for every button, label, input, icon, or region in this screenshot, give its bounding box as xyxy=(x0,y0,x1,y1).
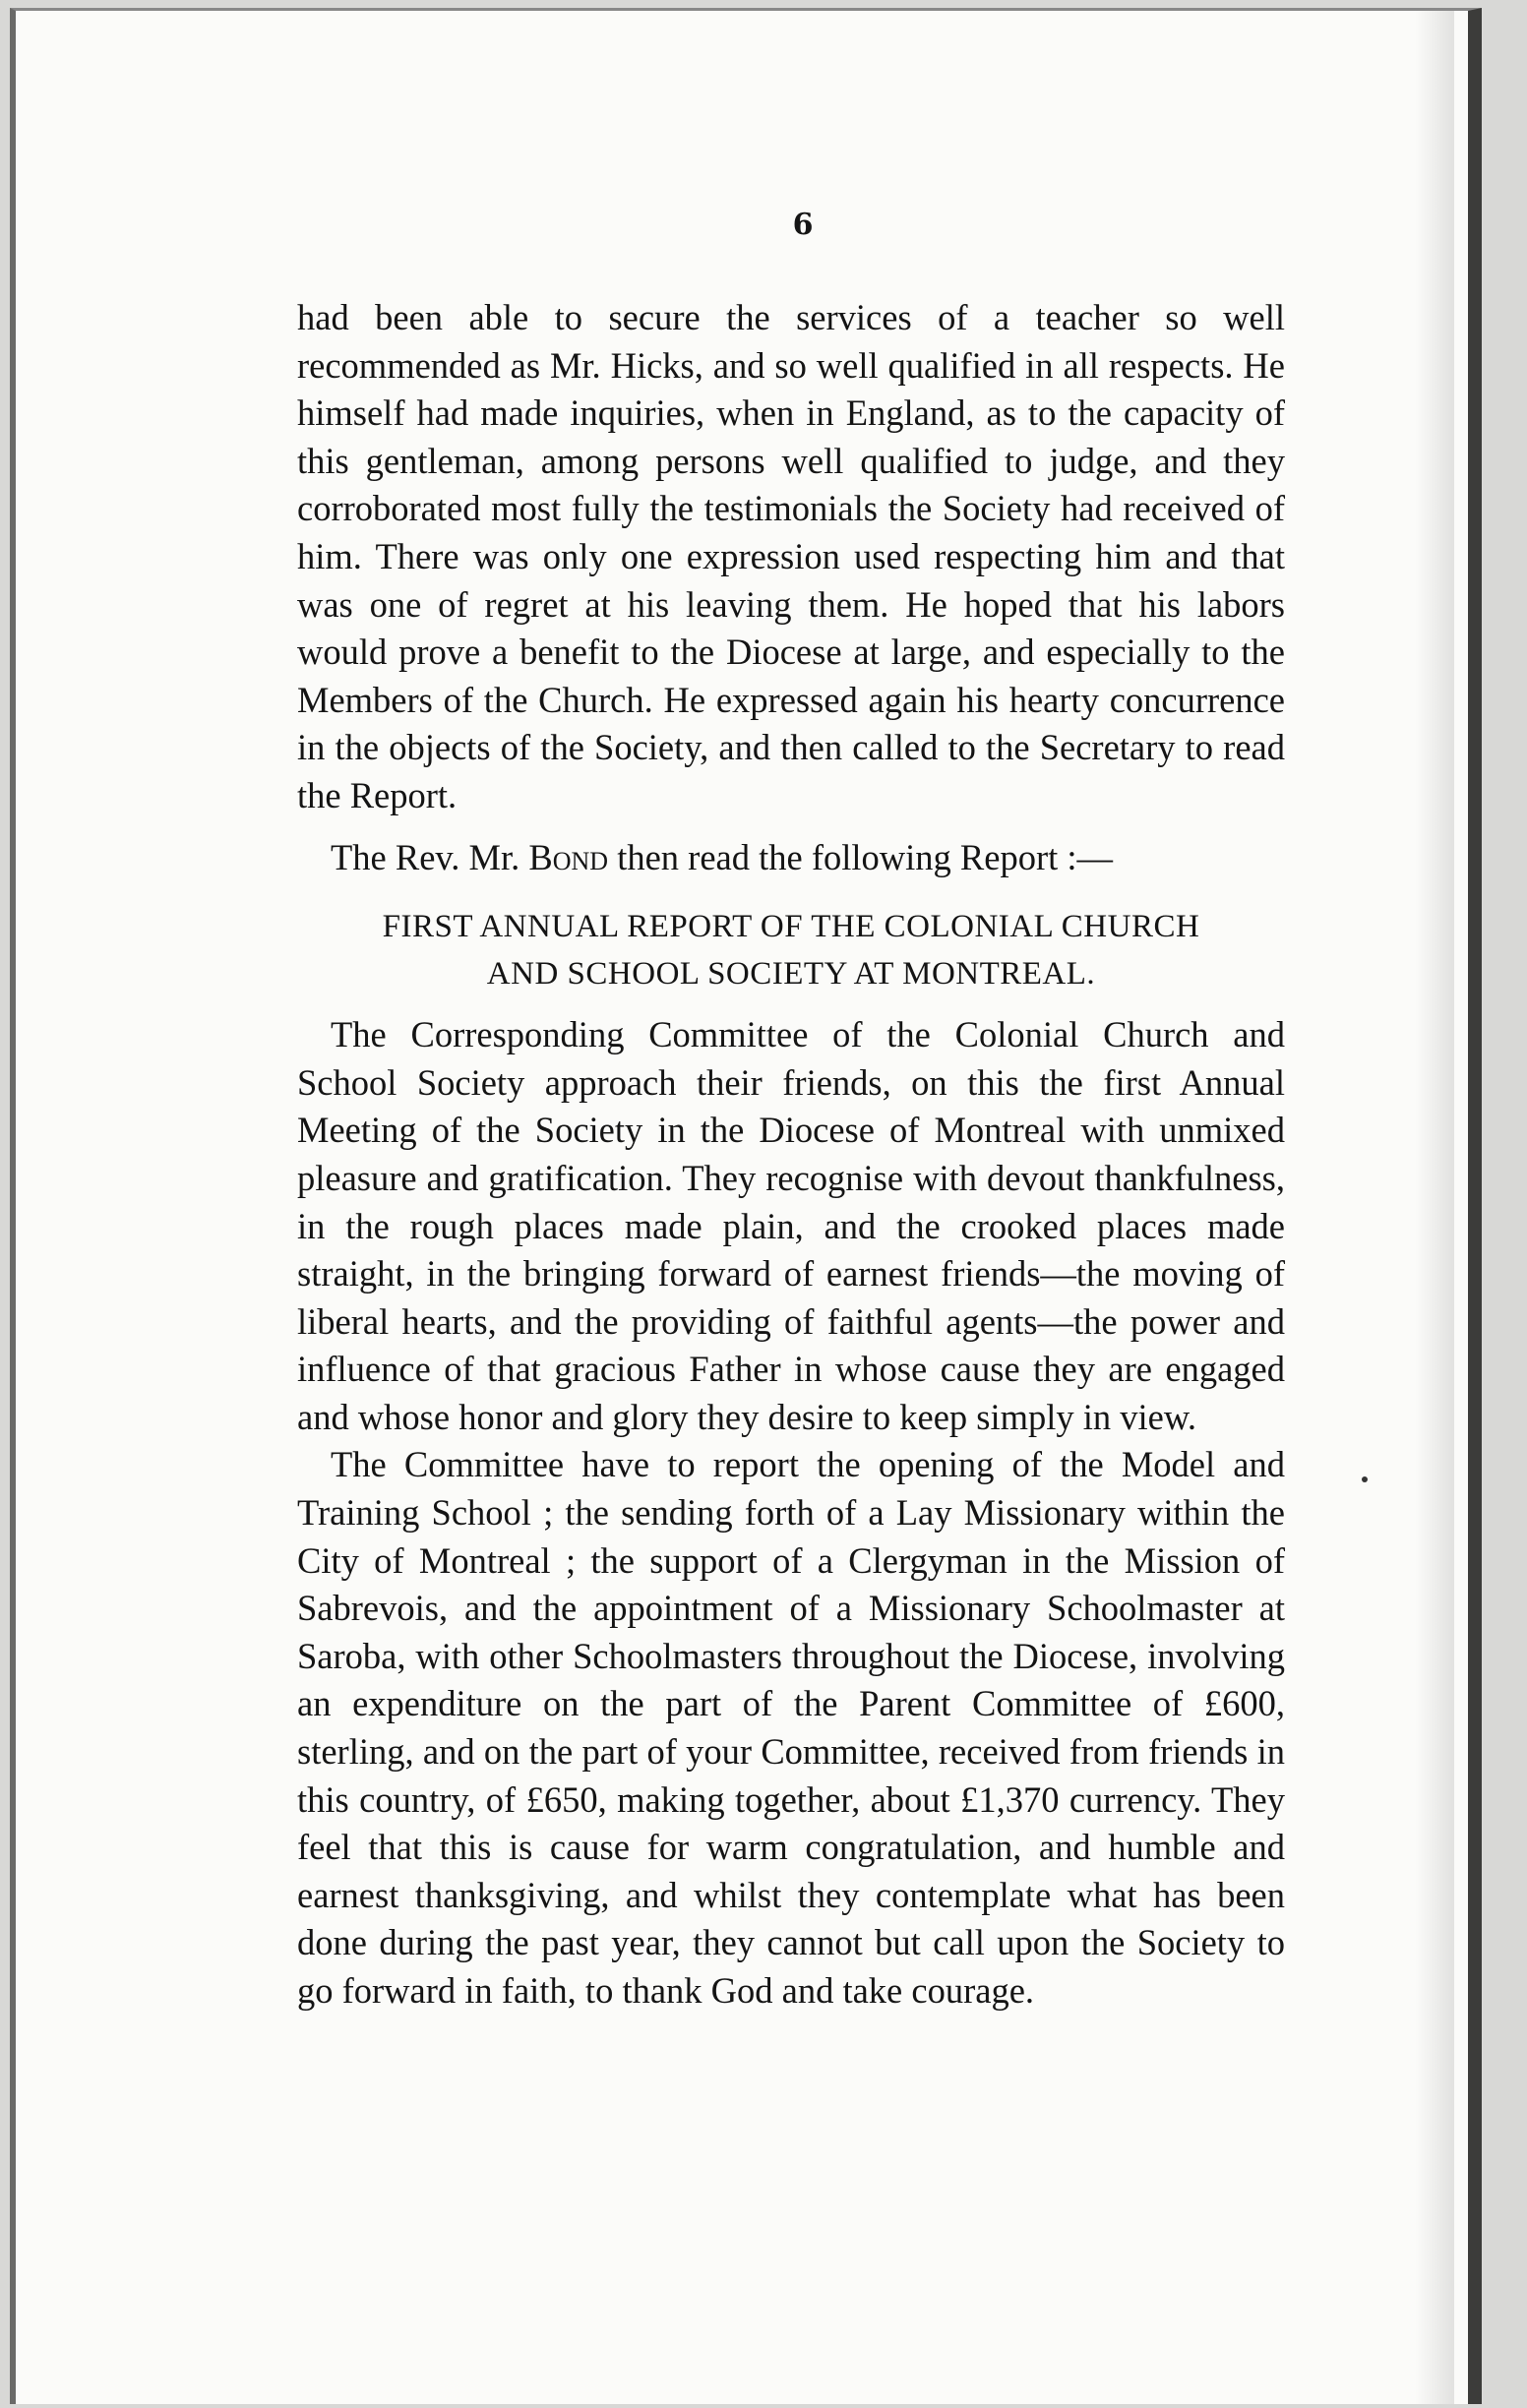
report-heading-line-1: FIRST ANNUAL REPORT OF THE COLONIAL CHURCH xyxy=(382,909,1200,945)
book-page xyxy=(10,8,1482,2404)
intro-text-after: then read the following Report :— xyxy=(608,836,1114,877)
opening-paragraph: had been able to secure the services of a teacher so well recommended as Mr. Hicks, and so well qualified in all respects. He himself had made inquiries, when in England, as to the capacity of this gentleman, among persons well qualified to judge, and they corroborated most fully the testimonials the Society had received of him. There was only one expression used respecting him and that was one of regret at his leaving them. He hoped that his labors would prove a benefit to the Diocese at large, and especially to the Members of the Church. He expressed again his hearty concurrence in the objects of the Society, and then called to the Secretary to read the Report. xyxy=(297,297,1285,815)
page-body xyxy=(297,294,1285,2016)
speaker-name: Bond xyxy=(528,836,609,877)
ink-speck xyxy=(1362,1476,1368,1482)
report-paragraph-2: The Committee have to report the opening of the Model and Training School ; the sending forth of a Lay Missionary within the City of Montreal ; the support of a Clergyman in the Mission of Sabrevois, and the appointment of a Missionary Schoolmaster at Saroba, with other Schoolmasters throughout the Diocese, involving an expenditure on the part of the Parent Committee of £600, sterling, and on the part of your Committee, received from friends in this country, of £650, making together, about £1,370 currency. They feel that this is cause for warm congratulation, and humble and earnest thanksgiving, and whilst they contemplate what has been done during the past year, they cannot but call upon the Society to go forward in faith, to thank God and take courage. xyxy=(297,1444,1285,2011)
report-heading-line-2: AND SCHOOL SOCIETY AT MONTREAL. xyxy=(486,956,1096,993)
spine-shadow xyxy=(1415,11,1454,2404)
report-heading xyxy=(297,903,1285,997)
report-paragraph-1: The Corresponding Committee of the Colonial Church and School Society approach their friends, on this the first Annual Meeting of the Society in the Diocese of Montreal with unmixed pleasure and gratification. They recognise with devout thankfulness, in the rough places made plain, and the crooked places made straight, in the bringing forward of earnest friends—the moving of liberal hearts, and the providing of faithful agents—the power and influence of that gracious Father in whose cause they are engaged and whose honor and glory they desire to keep simply in view. xyxy=(297,1014,1285,1437)
intro-text-before: The Rev. Mr. xyxy=(331,836,529,877)
intro-line xyxy=(297,834,1285,882)
page-number: 6 xyxy=(792,208,814,242)
